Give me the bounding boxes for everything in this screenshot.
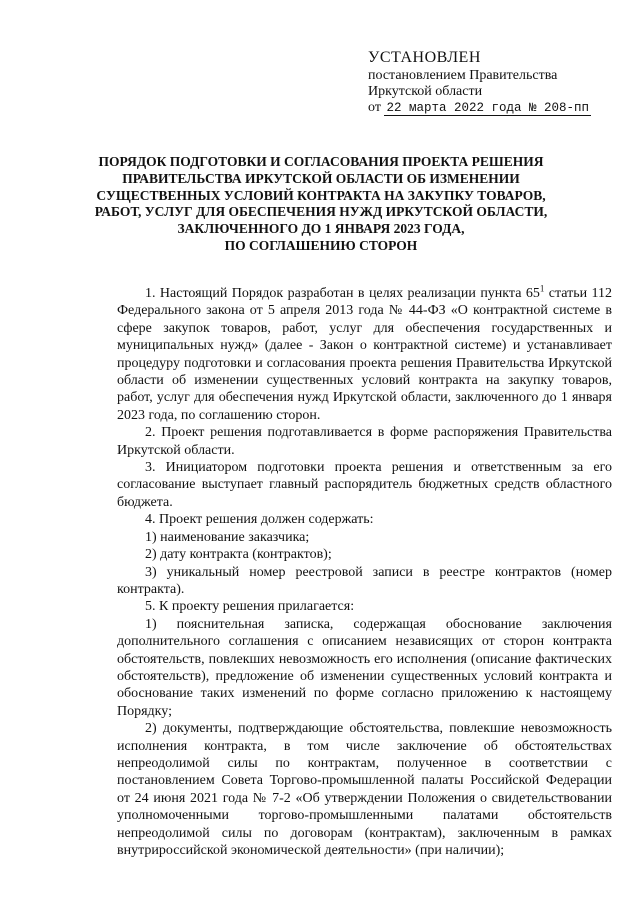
approval-block [368, 48, 618, 116]
approval-from: от [368, 100, 381, 115]
list-item: 1) пояснительная записка, содержащая обоснование заключения дополнительного соглашения с описанием независящих от сторон контракта обстоятельств, повлекших невозможность его исполнения (описание фактических обстоятельств), предложение об изменении существенных условий контракта и обоснование таких изменений по форме согласно приложению к настоящему Порядку; [117, 616, 612, 719]
paragraph-5: 5. К проекту решения прилагается: [145, 599, 355, 615]
title-line: ЗАКЛЮЧЕННОГО ДО 1 ЯНВАРЯ 2023 ГОДА, [177, 221, 465, 237]
title-line: РАБОТ, УСЛУГ ДЛЯ ОБЕСПЕЧЕНИЯ НУЖД ИРКУТСКОЙ ОБЛАСТИ, [94, 204, 548, 220]
paragraph-1-rest: статьи 112 Федерального закона от 5 апреля 2013 года № 44-ФЗ «О контрактной системе в сфере закупок товаров, работ, услуг для обеспечения государственных и муниципальных нужд» (далее - Закон о контрактной системе) и устанавливает процедуру подготовки и согласования проекта решения Правительства Иркутской области об изменении существенных условий контракта на закупку товаров, работ, услуг для обеспечения нужд Иркутской области, заключенного до 1 января 2023 года, по соглашению сторон. [117, 286, 612, 423]
paragraph-4: 4. Проект решения должен содержать: [145, 512, 374, 528]
approval-label: УСТАНОВЛЕН [368, 49, 481, 66]
paragraph-2: 2. Проект решения подготавливается в форме распоряжения Правительства Иркутской области. [117, 425, 612, 458]
title-line: ПО СОГЛАШЕНИЮ СТОРОН [224, 237, 418, 253]
paragraph-1-superscript: 1 [539, 283, 545, 294]
approval-line2: Иркутской области [368, 84, 483, 99]
document-title [86, 154, 556, 255]
list-item: 2) документы, подтверждающие обстоятельства, повлекшие невозможность исполнения контракта, в том числе заключение об обстоятельствах непреодолимой силы по контрактам, полученное в соответствии с постановлением Совета Торгово-промышленной палаты Российской Федерации от 24 июня 2021 года № 7-2 «Об утверждении Положения о свидетельствовании уполномоченными торгово-промышленными палатами обстоятельств непреодолимой силы по договорам (контрактам), заключенным в рамках внутрироссийской экономической деятельности» (при наличии); [117, 721, 612, 858]
list-item: 3) уникальный номер реестровой записи в реестре контрактов (номер контракта). [117, 564, 612, 597]
title-line: ПРАВИТЕЛЬСТВА ИРКУТСКОЙ ОБЛАСТИ ОБ ИЗМЕНЕНИИ [122, 170, 520, 186]
approval-line1: постановлением Правительства [368, 68, 558, 83]
approval-date-row [368, 100, 618, 116]
title-line: СУЩЕСТВЕННЫХ УСЛОВИЙ КОНТРАКТА НА ЗАКУПКУ ТОВАРОВ, [96, 187, 546, 203]
document-body [117, 285, 612, 859]
paragraph-1 [117, 285, 612, 424]
list-item: 2) дату контракта (контрактов); [145, 547, 332, 563]
paragraph-1-start: 1. Настоящий Порядок разработан в целях реализации пункта 65 [145, 286, 540, 301]
list-item: 1) наименование заказчика; [145, 529, 310, 545]
title-line: ПОРЯДОК ПОДГОТОВКИ И СОГЛАСОВАНИЯ ПРОЕКТА РЕШЕНИЯ [98, 154, 544, 169]
paragraph-3: 3. Инициатором подготовки проекта решения и ответственным за его согласование выступает главный распорядитель бюджетных средств областного бюджета. [117, 460, 612, 510]
approval-handwritten-date: 22 марта 2022 года № 208-пп [386, 101, 589, 115]
